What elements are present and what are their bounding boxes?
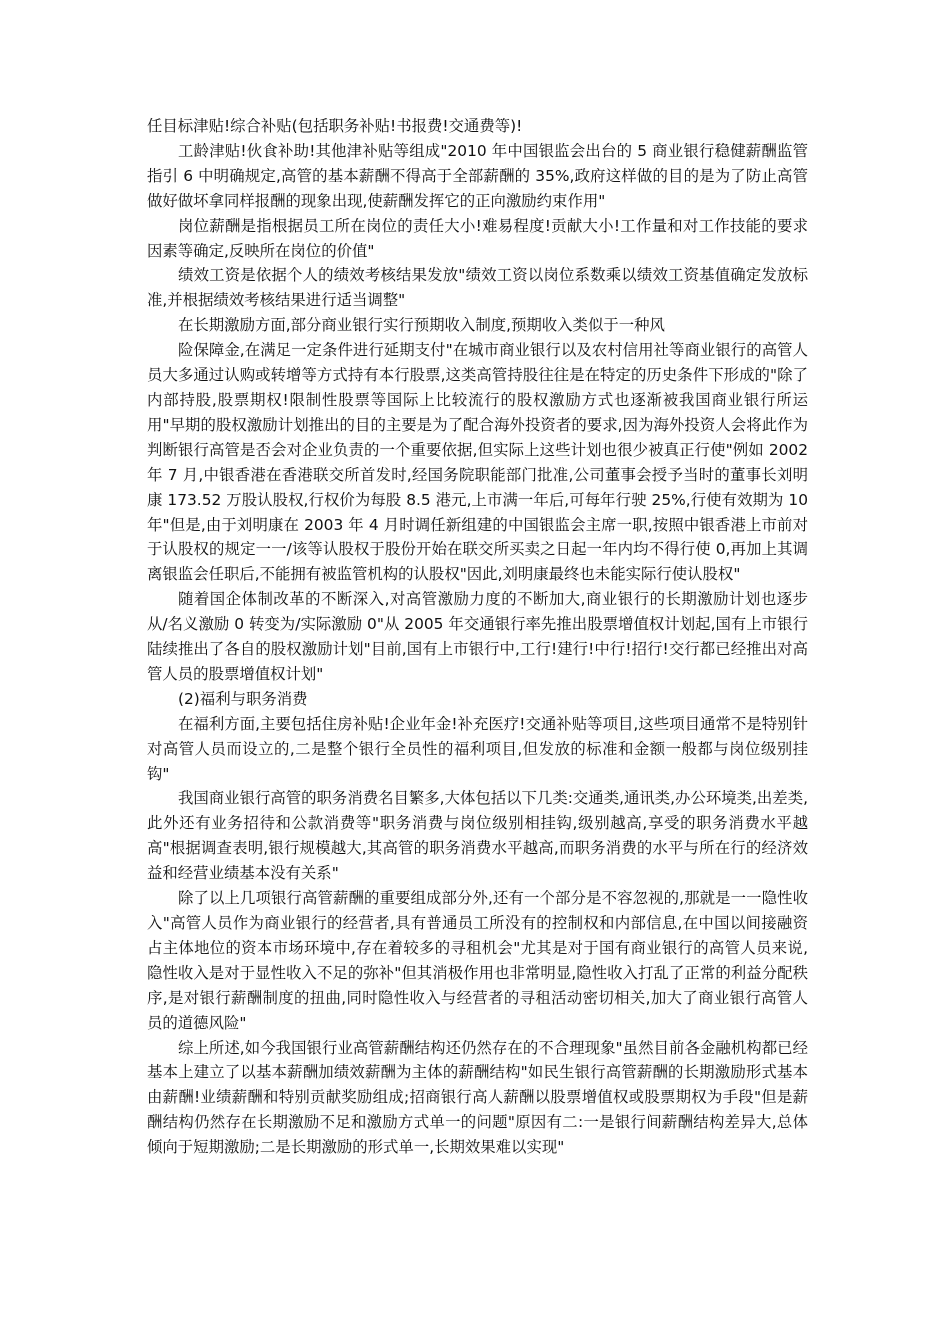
paragraph-3: 岗位薪酬是指根据员工所在岗位的责任大小!难易程度!贡献大小!工作量和对工作技能的要求因素等确定,反映所在岗位的价值" [147,216,808,260]
paragraph-6: 险保障金,在满足一定条件进行延期支付"在城市商业银行以及农村信用社等商业银行的高管人员大多通过认购或转增等方式持有本行股票,这类高管持股往往是在特定的历史条件下形成的"除了内部持股,股票期权!限制性股票等国际上比较流行的股权激励方式也逐渐被我国商业银行所运用"早期的股权激励计划推出的目的主要是为了配合海外投资者的要求,因为海外投资人会将此作为判断银行高管是否会对企业负责的一个重要依据,但实际上这些计划也很少被真正行使"例如 2002 年 7 月,中银香港在香港联交所首发时,经国务院职能部门批准,公司董事会授予当时的董事长刘明康 173.52 万股认股权,行权价为每股 8.5 港元,上市满一年后,可每年行驶 25%,行使有效期为 10 年"但是,由于刘明康在 2003 年 4 月时调任新组建的中国银监会主席一职,按照中银香港上市前对于认股权的规定一一/该等认股权于股份开始在联交所买卖之日起一年内均不得行使 0,再加上其调离银监会任职后,不能拥有被监管机构的认股权"因此,刘明康最终也未能实际行使认股权" [147,341,808,584]
paragraph-12: 综上所述,如今我国银行业高管薪酬结构还仍然存在的不合理现象"虽然目前各金融机构都已经基本上建立了以基本薪酬加绩效薪酬为主体的薪酬结构"如民生银行高管薪酬的长期激励形式基本由薪酬!业绩薪酬和特别贡献奖励组成;招商银行高人薪酬以股票增值权或股票期权为手段"但是薪酬结构仍然存在长期激励不足和激励方式单一的问题"原因有二:一是银行间薪酬结构差异大,总体倾向于短期激励;二是长期激励的形式单一,长期效果难以实现" [147,1038,808,1157]
section-heading-welfare: (2)福利与职务消费 [178,689,308,708]
paragraph-5: 在长期激励方面,部分商业银行实行预期收入制度,预期收入类似于一种风 [178,316,665,335]
paragraph-10: 我国商业银行高管的职务消费名目繁多,大体包括以下几类:交通类,通讯类,办公环境类,出差类,此外还有业务招待和公款消费等"职务消费与岗位级别相挂钩,级别越高,享受的职务消费水平越高"根据调查表明,银行规模越大,其高管的职务消费水平越高,而职务消费的水平与所在行的经济效益和经营业绩基本没有关系" [147,789,808,883]
document-page [147,114,808,1160]
paragraph-1: 任目标津贴!综合补贴(包括职务补贴!书报费!交通费等)! [147,117,523,135]
paragraph-11: 除了以上几项银行高管薪酬的重要组成部分外,还有一个部分是不容忽视的,那就是一一隐性收入"高管人员作为商业银行的经营者,具有普通员工所没有的控制权和内部信息,在中国以间接融资占主体地位的资本市场环境中,存在着较多的寻租机会"尤其是对于国有商业银行的高管人员来说,隐性收入是对于显性收入不足的弥补"但其消极作用也非常明显,隐性收入打乱了正常的利益分配秩序,是对银行薪酬制度的扭曲,同时隐性收入与经营者的寻租活动密切相关,加大了商业银行高管人员的道德风险" [147,889,808,1032]
paragraph-4: 绩效工资是依据个人的绩效考核结果发放"绩效工资以岗位系数乘以绩效工资基值确定发放标准,并根据绩效考核结果进行适当调整" [147,266,808,310]
paragraph-2: 工龄津贴!伙食补助!其他津补贴等组成"2010 年中国银监会出台的 5 商业银行稳健薪酬监管指引 6 中明确规定,高管的基本薪酬不得高于全部薪酬的 35%,政府这样做的目的是为了防止高管做好做坏拿同样报酬的现象出现,使薪酬发挥它的正向激励约束作用" [147,141,808,210]
paragraph-7: 随着国企体制改革的不断深入,对高管激励力度的不断加大,商业银行的长期激励计划也逐步从/名义激励 0 转变为/实际激励 0"从 2005 年交通银行率先推出股票增值权计划起,国有上市银行陆续推出了各自的股权激励计划"目前,国有上市银行中,工行!建行!中行!招行!交行都已经推出对高管人员的股票增值权计划" [147,590,808,683]
paragraph-9: 在福利方面,主要包括住房补贴!企业年金!补充医疗!交通补贴等项目,这些项目通常不是特别针对高管人员而设立的,二是整个银行全员性的福利项目,但发放的标准和金额一般都与岗位级别挂钩" [147,714,808,783]
